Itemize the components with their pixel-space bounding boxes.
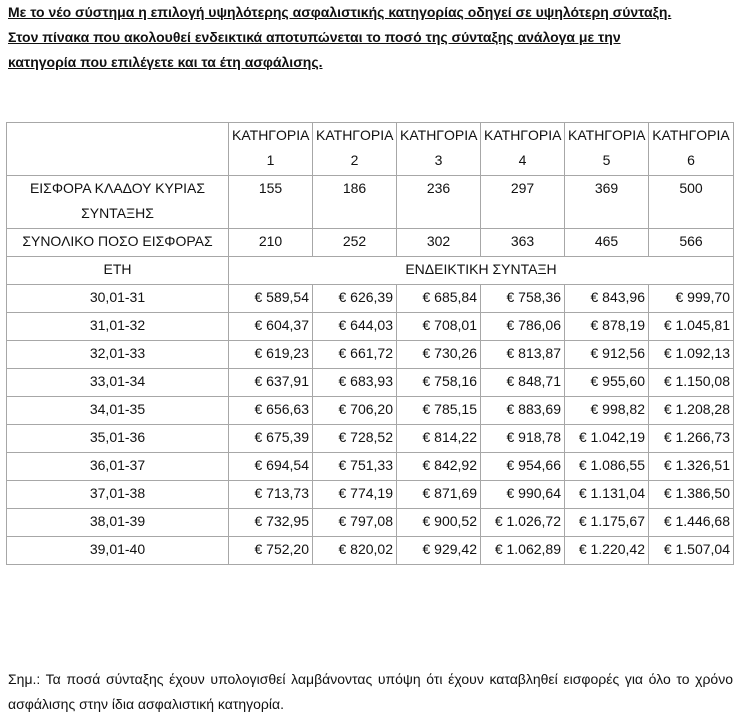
pension-value: € 1.062,89 [481,537,565,565]
pension-value: € 797,08 [313,509,397,537]
table-row [7,481,734,509]
pension-value: € 929,42 [397,537,481,565]
years-cell: 38,01-39 [7,509,229,537]
intro-line-2: Στον πίνακα που ακολουθεί ενδεικτικά αποτυπώνεται το ποσό της σύνταξης ανάλογα με την [8,29,621,45]
category-header-1 [229,123,313,176]
pension-value: € 813,87 [481,341,565,369]
pension-value: € 814,22 [397,425,481,453]
pension-table [6,122,734,565]
category-header-4 [481,123,565,176]
pension-value: € 1.175,67 [565,509,649,537]
category-word: ΚΑΤΗΓΟΡΙΑ [568,127,646,143]
years-cell: 33,01-34 [7,369,229,397]
pension-value: € 1.446,68 [649,509,734,537]
years-cell: 37,01-38 [7,481,229,509]
pension-header: ΕΝΔΕΙΚΤΙΚΗ ΣΥΝΤΑΞΗ [229,257,734,285]
pension-value: € 774,19 [313,481,397,509]
pension-value: € 1.086,55 [565,453,649,481]
category-header-6 [649,123,734,176]
pension-value: € 637,91 [229,369,313,397]
table-row [7,425,734,453]
pension-value: € 589,54 [229,285,313,313]
pension-value: € 999,70 [649,285,734,313]
pension-value: € 785,15 [397,397,481,425]
intro-text [8,0,733,75]
total-contribution-value: 210 [229,229,313,257]
category-number: 6 [687,152,695,168]
table-row [7,509,734,537]
pension-value: € 685,84 [397,285,481,313]
pension-value: € 675,39 [229,425,313,453]
pension-value: € 758,36 [481,285,565,313]
years-cell: 36,01-37 [7,453,229,481]
contribution-value: 500 [649,176,734,229]
intro-line-1: Με το νέο σύστημα η επιλογή υψηλότερης ασφαλιστικής κατηγορίας οδηγεί σε υψηλότερη σύνταξη. [8,4,672,20]
contribution-row [7,176,734,229]
pension-value: € 752,20 [229,537,313,565]
pension-value: € 1.326,51 [649,453,734,481]
table-row [7,537,734,565]
years-cell: 32,01-33 [7,341,229,369]
pension-value: € 820,02 [313,537,397,565]
total-contribution-value: 252 [313,229,397,257]
table-row [7,453,734,481]
pension-value: € 912,56 [565,341,649,369]
footnote: Σημ.: Τα ποσά σύνταξης έχουν υπολογισθεί λαμβάνοντας υπόψη ότι έχουν καταβληθεί εισφορές για όλο το χρόνο ασφάλισης στην ίδια ασφαλιστική κατηγορία. [8,671,733,712]
pension-value: € 758,16 [397,369,481,397]
pension-value: € 1.208,28 [649,397,734,425]
pension-value: € 998,82 [565,397,649,425]
pension-value: € 843,96 [565,285,649,313]
years-cell: 31,01-32 [7,313,229,341]
pension-value: € 706,20 [313,397,397,425]
contribution-value: 155 [229,176,313,229]
pension-value: € 619,23 [229,341,313,369]
pension-value: € 883,69 [481,397,565,425]
category-number: 3 [434,152,443,168]
category-word: ΚΑΤΗΓΟΡΙΑ [652,127,730,143]
pension-value: € 1.266,73 [649,425,734,453]
pension-value: € 990,64 [481,481,565,509]
pension-value: € 1.042,19 [565,425,649,453]
years-cell: 39,01-40 [7,537,229,565]
pension-value: € 955,60 [565,369,649,397]
table-row [7,341,734,369]
pension-value: € 751,33 [313,453,397,481]
pension-value: € 871,69 [397,481,481,509]
pension-value: € 708,01 [397,313,481,341]
pension-value: € 713,73 [229,481,313,509]
category-word: ΚΑΤΗΓΟΡΙΑ [316,127,394,143]
table-row [7,397,734,425]
pension-value: € 786,06 [481,313,565,341]
table-row [7,313,734,341]
total-contribution-value: 566 [649,229,734,257]
corner-cell [7,123,229,176]
total-contribution-value: 302 [397,229,481,257]
category-header-5 [565,123,649,176]
category-word: ΚΑΤΗΓΟΡΙΑ [232,127,310,143]
total-contribution-row [7,229,734,257]
pension-value: € 842,92 [397,453,481,481]
pension-value: € 694,54 [229,453,313,481]
pension-value: € 730,26 [397,341,481,369]
pension-value: € 878,19 [565,313,649,341]
pension-value: € 683,93 [313,369,397,397]
pension-value: € 604,37 [229,313,313,341]
table-row [7,285,734,313]
contribution-label: ΕΙΣΦΟΡΑ ΚΛΑΔΟΥ ΚΥΡΙΑΣ ΣΥΝΤΑΞΗΣ [7,176,229,229]
category-header-3 [397,123,481,176]
years-header-row [7,257,734,285]
years-cell: 30,01-31 [7,285,229,313]
pension-value: € 661,72 [313,341,397,369]
years-header: ΕΤΗ [7,257,229,285]
pension-value: € 1.386,50 [649,481,734,509]
category-number: 2 [350,152,359,168]
category-word: ΚΑΤΗΓΟΡΙΑ [484,127,562,143]
pension-value: € 954,66 [481,453,565,481]
pension-value: € 1.220,42 [565,537,649,565]
total-contribution-value: 465 [565,229,649,257]
pension-value: € 1.026,72 [481,509,565,537]
pension-value: € 918,78 [481,425,565,453]
pension-value: € 656,63 [229,397,313,425]
pension-value: € 644,03 [313,313,397,341]
pension-value: € 848,71 [481,369,565,397]
total-contribution-value: 363 [481,229,565,257]
category-header-row [7,123,734,176]
category-number: 4 [518,152,527,168]
pension-value: € 1.092,13 [649,341,734,369]
pension-value: € 1.131,04 [565,481,649,509]
total-contribution-label: ΣΥΝΟΛΙΚΟ ΠΟΣΟ ΕΙΣΦΟΡΑΣ [7,229,229,257]
pension-value: € 626,39 [313,285,397,313]
contribution-value: 369 [565,176,649,229]
contribution-value: 297 [481,176,565,229]
pension-value: € 900,52 [397,509,481,537]
contribution-value: 186 [313,176,397,229]
years-cell: 34,01-35 [7,397,229,425]
category-word: ΚΑΤΗΓΟΡΙΑ [400,127,478,143]
pension-value: € 1.045,81 [649,313,734,341]
pension-value: € 732,95 [229,509,313,537]
intro-line-3: κατηγορία που επιλέγετε και τα έτη ασφάλισης. [8,54,323,70]
contribution-value: 236 [397,176,481,229]
pension-value: € 728,52 [313,425,397,453]
table-row [7,369,734,397]
category-header-2 [313,123,397,176]
years-cell: 35,01-36 [7,425,229,453]
pension-value: € 1.507,04 [649,537,734,565]
category-number: 5 [602,152,611,168]
pension-value: € 1.150,08 [649,369,734,397]
category-number: 1 [266,152,275,168]
